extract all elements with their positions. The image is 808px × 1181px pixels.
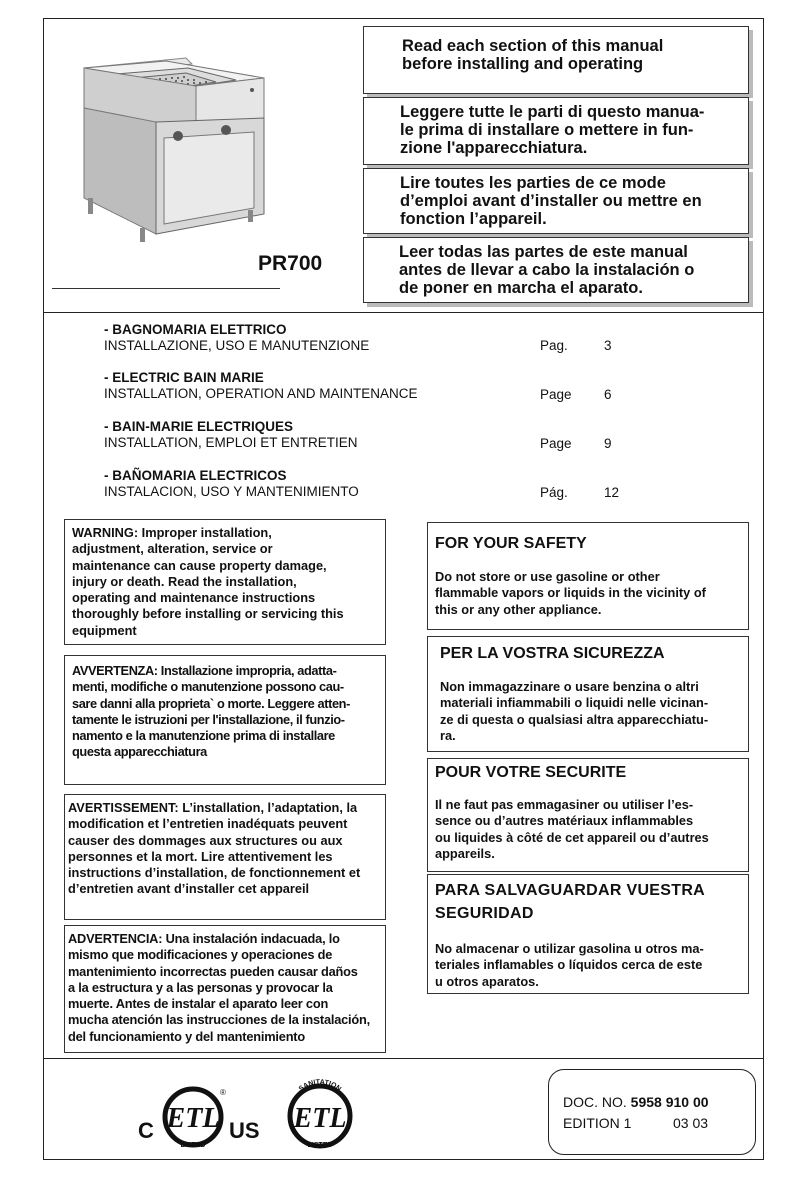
knob-right	[221, 125, 231, 135]
model-name: PR700	[258, 252, 323, 275]
doc-number-value: 5958 910 00	[630, 1094, 709, 1110]
toc-page-english: 6	[604, 387, 612, 402]
intro-text-spanish: Leer todas las partes de este manual antes de llevar a cabo la instalación o de poner en marcha el aparato.	[399, 243, 695, 297]
toc-subtitle-english: INSTALLATION, OPERATION AND MAINTENANCE	[104, 386, 418, 401]
footer-divider	[43, 1058, 764, 1059]
intro-text-english: Read each section of this manual before installing and operating	[402, 37, 664, 73]
toc-subtitle-spanish: INSTALACION, USO Y MANTENIMIENTO	[104, 484, 359, 499]
safety-heading-english: FOR YOUR SAFETY	[435, 535, 587, 552]
etl-sanitation-mark: ETL	[293, 1103, 347, 1134]
safety-text-spanish: No almacenar o utilizar gasolina u otros ma- teriales inflamables o líquidos cerca de este u otros aparatos.	[435, 941, 704, 989]
sanitation-caption: SANITATION	[297, 1078, 343, 1093]
warning-text-spanish: ADVERTENCIA: Una instalación indacuada, lo mismo que modificaciones y operaciones de mantenimiento incorrectas pueden causar daños a la estructura y a las personas y provocar la muerte. Antes de instalar el aparato leer con mucha atención las instrucciones de la instalación, del funcionamiento y del mantenimiento	[68, 931, 370, 1044]
toc-title-english: - ELECTRIC BAIN MARIE	[104, 370, 264, 385]
etl-listed-caption: LISTED	[180, 1142, 206, 1149]
toc-subtitle-french: INSTALLATION, EMPLOI ET ENTRETIEN	[104, 435, 358, 450]
safety-text-french: Il ne faut pas emmagasiner ou utiliser l’es- sence ou d’autres matériaux inflammables ou liquides à côté de cet appareil ou d’autres appareils.	[435, 797, 709, 861]
toc-page-french: 9	[604, 436, 612, 451]
toc-page-label-english: Page	[540, 387, 572, 402]
doc-number-line	[563, 1094, 709, 1110]
warning-text-italian: AVVERTENZA: Installazione impropria, adatta- menti, modifiche o manutenzione possono cau- sare danni alla proprieta` o morte. Leggere atten- tamente le istruzioni per l'installazione, il funzio- namento e la manutenzione prima di installare questa apparecchiatura	[72, 663, 350, 760]
c-mark: C	[138, 1118, 154, 1143]
toc-title-spanish: - BAÑOMARIA ELECTRICOS	[104, 468, 287, 483]
warning-text-english: WARNING: Improper installation, adjustment, alteration, service or maintenance can cause property damage, injury or death. Read the installation, operating and maintenance instructions thoroughly before installing or servicing this equipment	[72, 525, 344, 638]
etl-sanitation-logo	[282, 1076, 358, 1154]
toc-page-label-french: Page	[540, 436, 572, 451]
toc-title-italian: - BAGNOMARIA ELETTRICO	[104, 322, 287, 337]
safety-heading-french: POUR VOTRE SECURITE	[435, 764, 627, 781]
toc-page-label-spanish: Pág.	[540, 485, 568, 500]
intro-text-italian: Leggere tutte le parti di questo manua- le prima di installare o mettere in fun- zione l'apparecchiatura.	[400, 103, 705, 157]
model-underline	[52, 288, 280, 289]
safety-text-english: Do not store or use gasoline or other flammable vapors or liquids in the vicinity of this or any other appliance.	[435, 569, 706, 617]
edition-date: 03 03	[673, 1115, 709, 1131]
appliance-illustration	[76, 38, 266, 244]
toc-page-italian: 3	[604, 338, 612, 353]
warning-text-french: AVERTISSEMENT: L’installation, l’adaptation, la modification et l’entretien inadéquats peuvent causer des dommages aux structures ou aux personnes et la mort. Lire attentivement les instructions d’installation, de fonctionnement et d’entretien avant d’installer cet appareil	[68, 800, 361, 897]
intro-text-french: Lire toutes les parties de ce mode d’emploi avant d’installer ou mettre en fonction l’appareil.	[400, 174, 702, 228]
header-divider	[43, 312, 764, 313]
sanitation-listed-caption: LISTED	[307, 1142, 333, 1149]
toc-page-label-italian: Pag.	[540, 338, 568, 353]
toc-title-french: - BAIN-MARIE ELECTRIQUES	[104, 419, 293, 434]
safety-heading-spanish: PARA SALVAGUARDAR VUESTRA SEGURIDAD	[435, 882, 706, 922]
etl-mark: ETL	[166, 1103, 220, 1134]
registered-mark: ®	[220, 1088, 226, 1097]
us-mark: US	[229, 1118, 260, 1143]
knob-left	[173, 131, 183, 141]
safety-text-italian: Non immagazzinare o usare benzina o altri materiali infiammabili o liquidi nelle vicinan- ze di questa o qualsiasi altra apparecchiatu- ra.	[440, 679, 709, 743]
etl-listed-logo	[158, 1085, 232, 1151]
toc-page-spanish: 12	[604, 485, 620, 500]
doc-number-label: DOC. NO.	[563, 1094, 627, 1110]
toc-subtitle-italian: INSTALLAZIONE, USO E MANUTENZIONE	[104, 338, 370, 353]
document-number-box	[548, 1069, 756, 1155]
edition-label: EDITION 1	[563, 1115, 632, 1131]
safety-heading-italian: PER LA VOSTRA SICUREZZA	[440, 645, 665, 662]
